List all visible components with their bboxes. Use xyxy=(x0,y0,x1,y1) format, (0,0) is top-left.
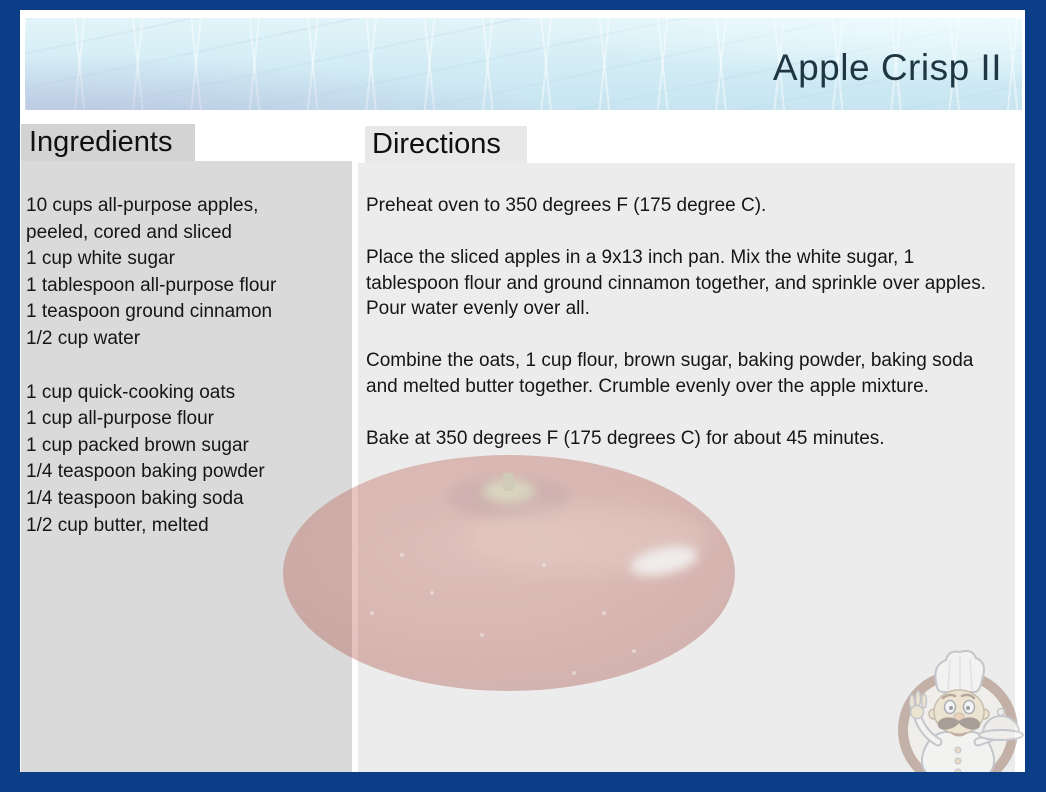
ingredient-group-gap xyxy=(26,353,346,380)
header-banner xyxy=(25,18,1022,110)
direction-paragraph: Bake at 350 degrees F (175 degrees C) for about 45 minutes. xyxy=(366,427,885,449)
direction-paragraph: Place the sliced apples in a 9x13 inch pan. Mix the white sugar, 1 tablespoon flour and ground cinnamon together, and sprinkle over apples. Pour water evenly over all. xyxy=(366,246,987,320)
ingredient-line: 1/4 teaspoon baking soda xyxy=(26,487,244,509)
ingredient-line: 1 cup quick-cooking oats xyxy=(26,381,236,403)
ingredient-line: 1 cup packed brown sugar xyxy=(26,434,249,456)
ingredients-heading-box xyxy=(21,124,195,161)
ingredient-line: 1 teaspoon ground cinnamon xyxy=(26,301,273,323)
directions-heading-box xyxy=(365,126,527,163)
direction-paragraph: Combine the oats, 1 cup flour, brown sugar, baking powder, baking soda and melted butter together. Crumble evenly over the apple mixture. xyxy=(366,350,974,397)
page-title: Apple Crisp II xyxy=(772,46,1002,88)
ingredients-heading: Ingredients xyxy=(29,126,173,158)
ingredient-line: 1 tablespoon all-purpose flour xyxy=(26,274,277,296)
directions-heading: Directions xyxy=(372,128,501,160)
ingredient-line: 1/2 cup water xyxy=(26,327,141,349)
page-content xyxy=(20,10,1025,772)
ingredients-panel xyxy=(21,161,352,772)
ingredient-line: 1/4 teaspoon baking powder xyxy=(26,461,265,483)
ingredient-line: 1 cup white sugar xyxy=(26,248,175,270)
ingredient-line: peeled, cored and sliced xyxy=(26,221,232,243)
ingredient-line: 1/2 cup butter, melted xyxy=(26,514,209,536)
ingredient-line: 1 cup all-purpose flour xyxy=(26,408,214,430)
directions-panel xyxy=(358,163,1015,772)
ingredient-line: 10 cups all-purpose apples, xyxy=(26,195,259,216)
direction-paragraph: Preheat oven to 350 degrees F (175 degree C). xyxy=(366,195,767,216)
